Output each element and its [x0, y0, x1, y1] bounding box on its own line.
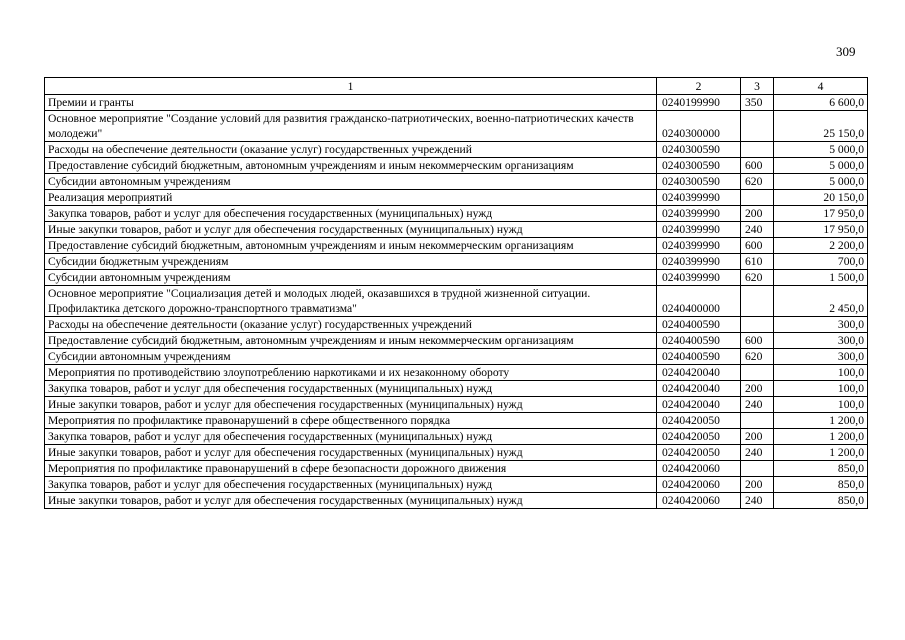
cell-amount: 1 200,0	[774, 429, 868, 445]
cell-kvr	[741, 317, 774, 333]
cell-amount: 25 150,0	[774, 111, 868, 142]
cell-code: 0240400590	[657, 333, 741, 349]
cell-code: 0240420050	[657, 429, 741, 445]
cell-kvr: 240	[741, 493, 774, 509]
cell-code: 0240420060	[657, 493, 741, 509]
cell-code: 0240399990	[657, 206, 741, 222]
cell-code: 0240420050	[657, 445, 741, 461]
table-row	[45, 381, 868, 397]
cell-name: Закупка товаров, работ и услуг для обеспечения государственных (муниципальных) нужд	[45, 206, 657, 222]
cell-name: Закупка товаров, работ и услуг для обеспечения государственных (муниципальных) нужд	[45, 429, 657, 445]
cell-amount: 20 150,0	[774, 190, 868, 206]
page-number: 309	[836, 44, 856, 59]
column-header-4: 4	[774, 78, 868, 95]
cell-name: Реализация мероприятий	[45, 190, 657, 206]
cell-code: 0240420060	[657, 477, 741, 493]
cell-amount: 700,0	[774, 254, 868, 270]
cell-code: 0240400000	[657, 286, 741, 317]
budget-table-body	[45, 78, 868, 509]
cell-amount: 5 000,0	[774, 174, 868, 190]
cell-kvr: 600	[741, 333, 774, 349]
cell-name: Расходы на обеспечение деятельности (оказание услуг) государственных учреждений	[45, 142, 657, 158]
cell-code: 0240300000	[657, 111, 741, 142]
table-row	[45, 222, 868, 238]
cell-code: 0240400590	[657, 317, 741, 333]
cell-kvr: 600	[741, 158, 774, 174]
table-row	[45, 477, 868, 493]
cell-amount: 100,0	[774, 381, 868, 397]
cell-code: 0240300590	[657, 158, 741, 174]
cell-amount: 300,0	[774, 333, 868, 349]
table-header-row	[45, 78, 868, 95]
cell-name: Иные закупки товаров, работ и услуг для обеспечения государственных (муниципальных) нужд	[45, 445, 657, 461]
cell-kvr: 200	[741, 381, 774, 397]
cell-kvr: 240	[741, 222, 774, 238]
cell-amount: 1 500,0	[774, 270, 868, 286]
cell-amount: 5 000,0	[774, 142, 868, 158]
cell-amount: 850,0	[774, 493, 868, 509]
cell-amount: 850,0	[774, 477, 868, 493]
cell-name: Премии и гранты	[45, 95, 657, 111]
cell-name: Субсидии автономным учреждениям	[45, 349, 657, 365]
cell-kvr: 620	[741, 174, 774, 190]
cell-kvr	[741, 413, 774, 429]
table-row	[45, 413, 868, 429]
cell-code: 0240420060	[657, 461, 741, 477]
table-row	[45, 461, 868, 477]
cell-amount: 1 200,0	[774, 445, 868, 461]
table-row	[45, 270, 868, 286]
table-row	[45, 238, 868, 254]
cell-amount: 6 600,0	[774, 95, 868, 111]
cell-kvr: 240	[741, 397, 774, 413]
cell-kvr: 200	[741, 429, 774, 445]
cell-amount: 300,0	[774, 349, 868, 365]
cell-kvr: 610	[741, 254, 774, 270]
cell-amount: 300,0	[774, 317, 868, 333]
cell-code: 0240399990	[657, 222, 741, 238]
cell-name: Предоставление субсидий бюджетным, автономным учреждениям и иным некоммерческим организациям	[45, 158, 657, 174]
cell-code: 0240399990	[657, 254, 741, 270]
table-row	[45, 493, 868, 509]
cell-name: Предоставление субсидий бюджетным, автономным учреждениям и иным некоммерческим организациям	[45, 238, 657, 254]
cell-code: 0240399990	[657, 238, 741, 254]
cell-name: Основное мероприятие "Создание условий для развития гражданско-патриотических, военно-патриотических качеств молодежи"	[45, 111, 657, 142]
table-row	[45, 365, 868, 381]
cell-code: 0240420040	[657, 381, 741, 397]
table-row	[45, 206, 868, 222]
table-row	[45, 190, 868, 206]
cell-name: Иные закупки товаров, работ и услуг для обеспечения государственных (муниципальных) нужд	[45, 222, 657, 238]
cell-amount: 100,0	[774, 397, 868, 413]
cell-name: Субсидии бюджетным учреждениям	[45, 254, 657, 270]
table-row	[45, 317, 868, 333]
column-header-3: 3	[741, 78, 774, 95]
cell-amount: 17 950,0	[774, 206, 868, 222]
cell-name: Субсидии автономным учреждениям	[45, 174, 657, 190]
cell-kvr	[741, 286, 774, 317]
cell-name: Предоставление субсидий бюджетным, автономным учреждениям и иным некоммерческим организациям	[45, 333, 657, 349]
cell-code: 0240399990	[657, 270, 741, 286]
cell-amount: 2 450,0	[774, 286, 868, 317]
table-row	[45, 95, 868, 111]
cell-amount: 850,0	[774, 461, 868, 477]
table-row	[45, 397, 868, 413]
cell-kvr	[741, 111, 774, 142]
table-row	[45, 286, 868, 317]
cell-name: Мероприятия по профилактике правонарушений в сфере безопасности дорожного движения	[45, 461, 657, 477]
table-row	[45, 445, 868, 461]
column-header-2: 2	[657, 78, 741, 95]
table-row	[45, 174, 868, 190]
cell-amount: 2 200,0	[774, 238, 868, 254]
cell-code: 0240300590	[657, 142, 741, 158]
table-row	[45, 158, 868, 174]
cell-code: 0240400590	[657, 349, 741, 365]
cell-kvr: 240	[741, 445, 774, 461]
cell-code: 0240300590	[657, 174, 741, 190]
cell-amount: 100,0	[774, 365, 868, 381]
cell-name: Расходы на обеспечение деятельности (оказание услуг) государственных учреждений	[45, 317, 657, 333]
table-row	[45, 142, 868, 158]
cell-code: 0240399990	[657, 190, 741, 206]
cell-name: Закупка товаров, работ и услуг для обеспечения государственных (муниципальных) нужд	[45, 381, 657, 397]
cell-name: Мероприятия по профилактике правонарушений в сфере общественного порядка	[45, 413, 657, 429]
cell-amount: 5 000,0	[774, 158, 868, 174]
cell-kvr: 600	[741, 238, 774, 254]
cell-name: Мероприятия по противодействию злоупотреблению наркотиками и их незаконному обороту	[45, 365, 657, 381]
table-row	[45, 429, 868, 445]
cell-kvr: 350	[741, 95, 774, 111]
cell-kvr: 620	[741, 270, 774, 286]
table-row	[45, 111, 868, 142]
cell-amount: 1 200,0	[774, 413, 868, 429]
table-row	[45, 349, 868, 365]
cell-name: Иные закупки товаров, работ и услуг для обеспечения государственных (муниципальных) нужд	[45, 493, 657, 509]
cell-code: 0240420050	[657, 413, 741, 429]
table-row	[45, 333, 868, 349]
cell-name: Иные закупки товаров, работ и услуг для обеспечения государственных (муниципальных) нужд	[45, 397, 657, 413]
cell-code: 0240199990	[657, 95, 741, 111]
column-header-1: 1	[45, 78, 657, 95]
cell-kvr	[741, 142, 774, 158]
cell-amount: 17 950,0	[774, 222, 868, 238]
cell-kvr	[741, 190, 774, 206]
cell-kvr: 200	[741, 206, 774, 222]
cell-code: 0240420040	[657, 365, 741, 381]
cell-kvr	[741, 365, 774, 381]
table-row	[45, 254, 868, 270]
cell-name: Закупка товаров, работ и услуг для обеспечения государственных (муниципальных) нужд	[45, 477, 657, 493]
cell-kvr: 200	[741, 477, 774, 493]
cell-name: Основное мероприятие "Социализация детей и молодых людей, оказавшихся в трудной жизненной ситуации. Профилактика детского дорожно-транспортного травматизма"	[45, 286, 657, 317]
cell-code: 0240420040	[657, 397, 741, 413]
budget-table	[44, 77, 868, 509]
cell-kvr	[741, 461, 774, 477]
cell-kvr: 620	[741, 349, 774, 365]
cell-name: Субсидии автономным учреждениям	[45, 270, 657, 286]
